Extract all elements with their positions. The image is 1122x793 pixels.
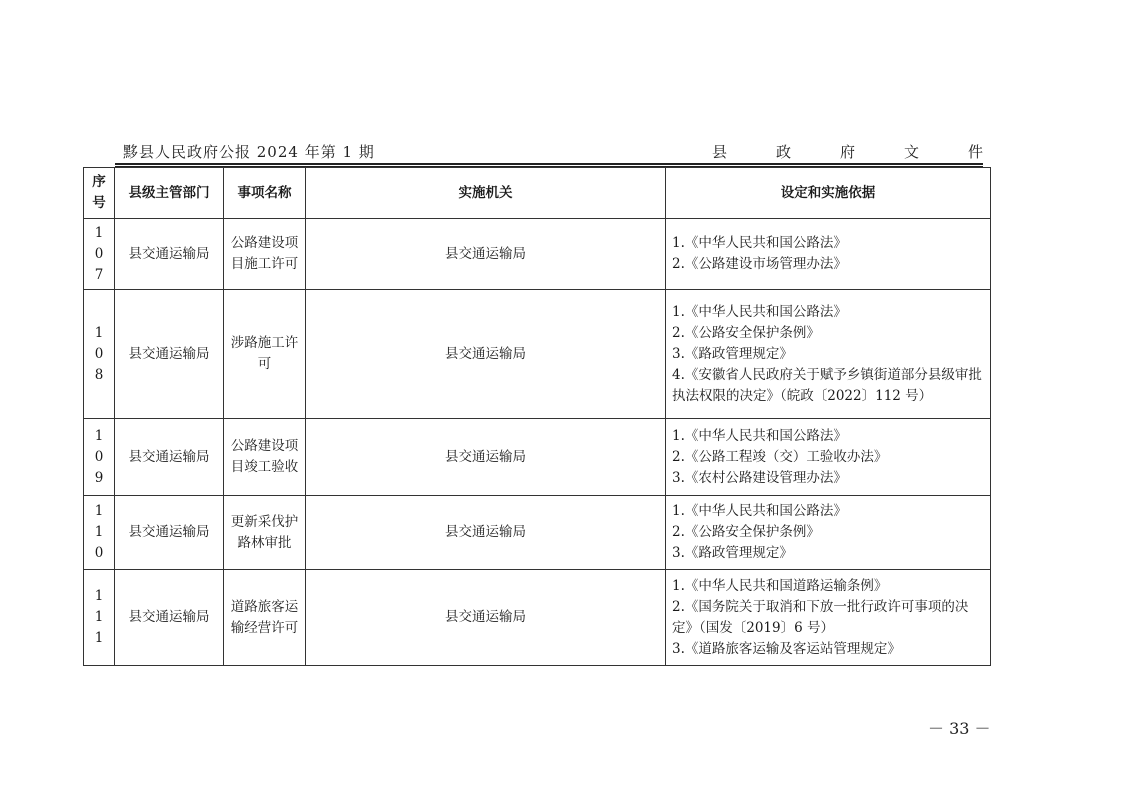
table-row (84, 290, 991, 419)
section-title (712, 141, 983, 162)
row-seq: 109 (84, 419, 115, 496)
row-item: 公路建设项目竣工验收 (224, 419, 306, 496)
row-basis (666, 570, 991, 666)
row-dept: 县交通运输局 (115, 290, 224, 419)
row-dept: 县交通运输局 (115, 496, 224, 570)
row-agency: 县交通运输局 (306, 219, 666, 290)
header-agency: 实施机关 (306, 168, 666, 219)
basis-line: 2.《公路安全保护条例》 (672, 524, 820, 540)
basis-line: 4.《安徽省人民政府关于赋予乡镇街道部分县级审批执法权限的决定》（皖政〔2022〕112 号） (672, 366, 982, 404)
row-seq: 108 (84, 290, 115, 419)
row-seq: 110 (84, 496, 115, 570)
gazette-issue-title: 黟县人民政府公报 2024 年第 1 期 (123, 143, 375, 161)
permit-items-table (83, 167, 991, 666)
basis-line: 3.《农村公路建设管理办法》 (672, 469, 847, 486)
row-basis (666, 219, 991, 290)
row-dept: 县交通运输局 (115, 419, 224, 496)
row-dept: 县交通运输局 (115, 570, 224, 666)
row-item: 公路建设项目施工许可 (224, 219, 306, 290)
basis-line: 1.《中华人民共和国公路法》 (672, 503, 847, 519)
basis-line: 3.《路政管理规定》 (672, 345, 793, 362)
row-agency: 县交通运输局 (306, 290, 666, 419)
header-item: 事项名称 (224, 168, 306, 219)
section-title-char: 府 (839, 143, 855, 161)
row-seq: 107 (84, 219, 115, 290)
row-seq: 111 (84, 570, 115, 666)
row-basis (666, 496, 991, 570)
basis-line: 1.《中华人民共和国公路法》 (672, 303, 847, 320)
row-item: 更新采伐护路林审批 (224, 496, 306, 570)
row-item: 涉路施工许可 (224, 290, 306, 419)
basis-line: 1.《中华人民共和国道路运输条例》 (672, 577, 888, 594)
header-basis: 设定和实施依据 (666, 168, 991, 219)
header-dept: 县级主管部门 (115, 168, 224, 219)
row-basis (666, 290, 991, 419)
basis-line: 3.《路政管理规定》 (672, 545, 793, 561)
header-seq: 序号 (84, 168, 115, 219)
table-row (84, 496, 991, 570)
table-header-row (84, 168, 991, 219)
row-agency: 县交通运输局 (306, 419, 666, 496)
section-title-char: 件 (967, 143, 983, 161)
basis-line: 2.《国务院关于取消和下放一批行政许可事项的决定》（国发〔2019〕6 号） (672, 598, 969, 636)
basis-line: 1.《中华人民共和国公路法》 (672, 427, 847, 444)
basis-line: 1.《中华人民共和国公路法》 (672, 235, 847, 251)
row-agency: 县交通运输局 (306, 496, 666, 570)
row-dept: 县交通运输局 (115, 219, 224, 290)
basis-line: 2.《公路工程竣（交）工验收办法》 (672, 448, 888, 465)
table-row (84, 219, 991, 290)
basis-line: 2.《公路安全保护条例》 (672, 324, 820, 341)
row-item: 道路旅客运输经营许可 (224, 570, 306, 666)
section-title-char: 县 (712, 143, 728, 161)
section-title-char: 文 (903, 143, 919, 161)
row-basis (666, 419, 991, 496)
section-title-char: 政 (775, 143, 791, 161)
table-row (84, 419, 991, 496)
running-header (115, 141, 983, 163)
basis-line: 2.《公路建设市场管理办法》 (672, 256, 847, 272)
page-number: － 33 － (928, 719, 991, 738)
header-rule-thick (115, 163, 983, 165)
basis-line: 3.《道路旅客运输及客运站管理规定》 (672, 640, 901, 657)
row-agency: 县交通运输局 (306, 570, 666, 666)
table-row (84, 570, 991, 666)
